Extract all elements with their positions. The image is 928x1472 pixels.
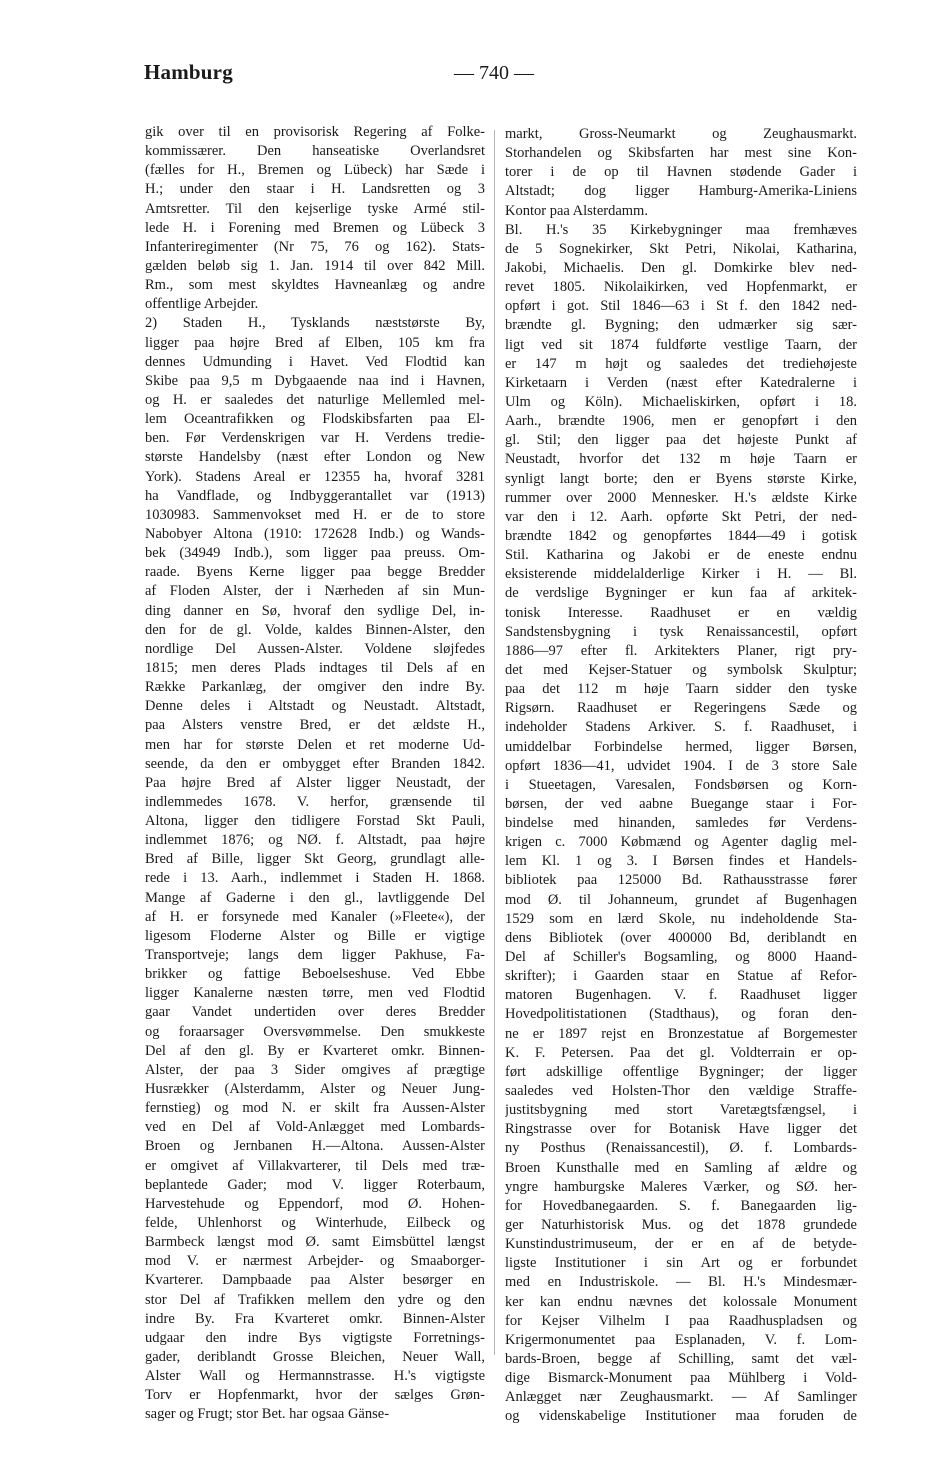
text-line: brændte gl. Bygning; den udmærker sig sær-	[505, 317, 857, 334]
text-line: Torv er Hopfenmarkt, hvor der sælges Grøn-	[145, 1387, 485, 1404]
text-line: nordlige Del Aussen-Alster. Voldene sløjfedes	[145, 640, 485, 657]
text-line: K. F. Petersen. Paa det gl. Voldterrain er op-	[505, 1044, 857, 1061]
text-line: ger Naturhistorisk Mus. og det 1878 grundede	[505, 1217, 857, 1234]
text-line: gaar Vandet undertiden over deres Bredder	[145, 1004, 485, 1021]
text-line: gader, deriblandt Grosse Bleichen, Neuer Wall,	[145, 1349, 485, 1365]
text-line: Alster Wall og Hermannstrasse. H.'s vigtigste	[145, 1368, 485, 1385]
text-line: Paa højre Bred af Alster ligger Neustadt, der	[145, 774, 485, 791]
text-line: indlemmedes 1678. V. herfor, grænsende til	[145, 793, 485, 810]
text-line: ny Posthus (Renaissancestil), Ø. f. Lombards-	[505, 1140, 857, 1157]
text-line: den for de gl. Volde, kaldes Binnen-Alster, den	[145, 621, 485, 638]
text-line: opført i got. Stil 1846—63 i St f. den 1842 ned-	[505, 298, 857, 315]
text-line: for Kejser Vilhelm I paa Raadhuspladsen og	[505, 1312, 857, 1329]
text-line: sager og Frugt; stor Bet. har ogsaa Gänse-	[145, 1406, 390, 1423]
text-line: Altona, ligger den tidligere Forstad Skt Pauli,	[145, 813, 485, 830]
text-line: rede i 13. Aarh., indlemmet i Staden H. 1868.	[145, 870, 485, 887]
text-line: indeholder Stadens Arkiver. S. f. Raadhuset, i	[505, 719, 857, 736]
text-line: H.; under den staar i H. Landsretten og 3	[145, 181, 485, 198]
text-line: Bred af Bille, ligger Skt Georg, grundlagt alle-	[145, 851, 485, 868]
text-line: Kirketaarn i Verden (næst efter Katedralerne i	[505, 374, 857, 391]
column-divider	[494, 130, 495, 1355]
text-line: for Hovedbanegaarden. S. f. Banegaarden lig-	[505, 1197, 857, 1214]
text-line: beplantede Gader; mod V. ligger Roterbaum,	[145, 1176, 485, 1193]
text-line: seende, da den er ombygget efter Branden 1842.	[145, 755, 485, 772]
text-line: i Stueetagen, Varesalen, Fondsbørsen og Korn-	[505, 776, 857, 793]
text-line: med en Industriskole. — Bl. H.'s Mindesmær-	[505, 1274, 857, 1291]
text-line: Bl. H.'s 35 Kirkebygninger maa fremhæves	[505, 221, 857, 238]
text-line: saaledes ved Holsten-Thor den vældige Straffe-	[505, 1083, 857, 1100]
text-line: krigen c. 7000 Købmænd og Agenter daglig mel-	[505, 834, 857, 851]
text-line: revet 1805. Nikolaikirken, ved Hopfenmarkt, er	[505, 279, 857, 296]
page-number: — 740 —	[454, 62, 534, 84]
text-line: brikker og fattige Beboelseshuse. Ved Ebbe	[145, 966, 485, 983]
text-line: udgaar den indre Bys vigtigste Forretnings-	[145, 1329, 485, 1346]
text-line: synligt langt borte; den er Byens største Kirke,	[505, 470, 857, 487]
text-line: 1030983. Sammenvokset med H. er de to store	[145, 506, 485, 523]
text-line: 1815; men deres Plads indtages til Dels af en	[145, 659, 485, 676]
text-line: gik over til en provisorisk Regering af Folke-	[145, 124, 485, 140]
text-line: paa Alsters venstre Bred, er det ældste H.,	[145, 717, 485, 734]
text-line: ker kan endnu nævnes det kolossale Monument	[505, 1293, 857, 1310]
text-line: skrifter); i Gaarden staar en Statue af Refor-	[505, 968, 857, 985]
text-line: Sandstensbygning i tysk Renaissancestil, opført	[505, 623, 857, 640]
text-line: torer i de op til Havnen stødende Gader i	[505, 164, 857, 181]
text-line: var den i 12. Aarh. opførte Skt Petri, der ned-	[505, 508, 857, 525]
text-line: dennes Udmunding i Havet. Ved Flodtid kan	[145, 353, 485, 370]
text-line: Barmbeck længst mod Ø. samt Eimsbüttel længst	[145, 1234, 485, 1251]
text-line: 1529 som en lærd Skole, nu indeholdende Sta-	[505, 910, 857, 927]
text-line: og videnskabelige Institutioner maa foruden de	[505, 1408, 857, 1425]
text-line: men har for største Delen et ret moderne Ud-	[145, 736, 485, 753]
text-line: paa det 112 m høje Taarn sidder den tyske	[505, 681, 857, 698]
text-line: og foraarsager Oversvømmelse. Den smukkeste	[145, 1023, 485, 1040]
text-line: rummer over 2000 Mennesker. H.'s ældste Kirke	[505, 489, 857, 506]
text-line: eksisterende middelalderlige Kirker i H. — Bl.	[505, 566, 857, 583]
text-line: Harvestehude og Eppendorf, mod Ø. Hohen-	[145, 1195, 485, 1212]
text-line: ved en Del af Vold-Anlægget med Lombards-	[145, 1119, 485, 1136]
text-line: Hovedpolitistationen (Stadthaus), og foran den-	[505, 1006, 857, 1023]
text-line: Kontor paa Alsterdamm.	[505, 202, 648, 219]
text-line: umiddelbar Forbindelse hermed, ligger Børsen,	[505, 738, 857, 755]
text-line: ført adskillige offentlige Bygninger; der ligger	[505, 1063, 857, 1080]
text-line: ne er 1897 rejst en Bronzestatue af Borgemester	[505, 1025, 857, 1042]
text-line: Stil. Katharina og Jakobi er de eneste endnu	[505, 547, 857, 564]
page-header	[0, 60, 928, 90]
left-column	[145, 123, 485, 1425]
text-line: mod V. er nærmest Arbejder- og Smaaborger-	[145, 1253, 485, 1270]
text-line: mod Ø. til Johanneum, grundet af Bugenhagen	[505, 891, 857, 908]
text-line: lem Oceantrafikken og Flodskibsfarten paa El-	[145, 411, 485, 428]
text-line: bards-Broen, begge af Schilling, samt det væl-	[505, 1351, 857, 1367]
text-line: Transportveje; langs dem ligger Pakhuse, Fa-	[145, 947, 485, 964]
text-line: justitsbygning med stort Varetægtsfængsel, i	[505, 1102, 857, 1119]
text-line: offentlige Arbejder.	[145, 296, 259, 313]
text-line: markt, Gross-Neumarkt og Zeughausmarkt.	[505, 126, 857, 142]
text-line: Nabobyer Altona (1910: 172628 Indb.) og Wands-	[145, 525, 485, 542]
text-line: Krigermonumentet paa Esplanaden, V. f. Lom-	[505, 1331, 857, 1348]
text-line: Broen og Jernbanen H.—Altona. Aussen-Alster	[145, 1138, 485, 1155]
text-line: fernstieg) og mod N. er skilt fra Aussen-Alster	[145, 1100, 485, 1117]
text-line: Neustadt, hvorfor det 132 m høje Taarn er	[505, 451, 857, 468]
text-line: Jakobi, Michaelis. Den gl. Domkirke blev ned-	[505, 259, 857, 276]
text-line: Ringstrasse over for Botanisk Have ligger det	[505, 1121, 857, 1138]
text-line: Mange af Gaderne i den gl., lavtliggende Del	[145, 889, 485, 906]
text-line: Ulm og Köln). Michaeliskirken, opført i 18.	[505, 393, 857, 410]
text-line: yngre hamburgske Maleres Værker, og SØ. her-	[505, 1178, 857, 1195]
text-line: York). Stadens Areal er 12355 ha, hvoraf 3281	[145, 468, 485, 485]
text-line: Anlægget nær Zeughausmarkt. — Af Samlinger	[505, 1389, 857, 1406]
text-line: Kvarterer. Dampbaade paa Alster besørger en	[145, 1272, 485, 1289]
text-line: felde, Uhlenhorst og Winterhude, Eilbeck og	[145, 1215, 485, 1232]
text-line: de 5 Sognekirker, Skt Petri, Nikolai, Katharina,	[505, 240, 857, 257]
text-line: det med Kejser-Statuer og symbolsk Skulptur;	[505, 661, 857, 678]
text-line: matoren Bugenhagen. V. f. Raadhuset ligger	[505, 987, 857, 1004]
text-line: ligger paa højre Bred af Elben, 105 km fra	[145, 334, 485, 351]
text-line: Rigsørn. Raadhuset er Regeringens Sæde og	[505, 700, 857, 717]
right-column	[505, 125, 857, 1427]
text-line: kommissærer. Den hanseatiske Overlandsret	[145, 143, 485, 160]
text-line: dige Bismarck-Monument paa Mühlberg i Vold-	[505, 1370, 857, 1387]
text-line: gl. Stil; den ligger paa det højeste Punkt af	[505, 432, 857, 449]
text-line: stor Del af Trafikken mellem den ydre og den	[145, 1291, 485, 1308]
text-line: er 147 m højt og saaledes det trediehøjeste	[505, 355, 857, 372]
text-line: Aarh., brændte 1906, men er genopført i den	[505, 413, 857, 430]
text-line: største Handelsby (næst efter London og New	[145, 449, 485, 466]
text-line: opført 1836—41, udvidet 1904. I de 3 store Sale	[505, 757, 857, 774]
text-line: ligger Kanalerne næsten tørre, men ved Flodtid	[145, 985, 485, 1002]
text-line: Broen Kunsthalle med en Samling af ældre og	[505, 1159, 857, 1176]
text-line: af H. er forsynede med Kanaler (»Fleete«), der	[145, 908, 485, 925]
running-title: Hamburg	[144, 60, 233, 84]
text-line: Altstadt; dog ligger Hamburg-Amerika-Liniens	[505, 183, 857, 200]
text-line: ha Vandflade, og Indbyggerantallet var (1913)	[145, 487, 485, 504]
text-line: gælden beløb sig 1. Jan. 1914 til over 842 Mill.	[145, 257, 485, 274]
text-line: Kunstindustrimuseum, der er en af de betyde-	[505, 1236, 857, 1253]
text-line: 1886—97 efter fl. Arkitekters Planer, rigt pry-	[505, 642, 857, 659]
text-line: af Floden Alster, der i Nærheden af sin Mun-	[145, 583, 485, 600]
text-line: 2) Staden H., Tysklands næststørste By,	[145, 315, 485, 332]
text-line: ben. Før Verdenskrigen var H. Verdens tredie-	[145, 430, 485, 447]
text-line: brændte 1842 og genopførtes 1844—49 i gotisk	[505, 527, 857, 544]
text-line: lem Kl. 1 og 3. I Børsen findes et Handels-	[505, 853, 857, 870]
text-line: Rm., som mest skyldtes Havneanlæg og andre	[145, 277, 485, 294]
text-line: Række Parkanlæg, der omgiver den indre By.	[145, 679, 485, 696]
text-line: Del af den gl. By er Kvarteret omkr. Binnen-	[145, 1042, 485, 1059]
text-line: ligt ved sit 1874 fuldførte vestlige Taarn, der	[505, 336, 857, 353]
text-line: ding danner en Sø, hvoraf den sydlige Del, in-	[145, 602, 485, 619]
text-line: Amtsretter. Til den kejserlige tyske Armé stil-	[145, 200, 485, 217]
text-line: Del af Schiller's Bogsamling, og 8000 Haand-	[505, 949, 857, 966]
text-line: indre By. Fra Kvarteret omkr. Binnen-Alster	[145, 1310, 485, 1327]
text-line: ligesom Floderne Alster og Bille er vigtige	[145, 927, 485, 944]
text-line: (fælles for H., Bremen og Lübeck) har Sæde i	[145, 162, 485, 179]
text-line: Infanteriregimenter (Nr 75, 76 og 162). Stats-	[145, 238, 485, 255]
text-line: er omgivet af Villakvarterer, til Dels med træ-	[145, 1157, 485, 1174]
text-line: Storhandelen og Skibsfarten har mest sine Kon-	[505, 145, 857, 162]
text-line: bek (34949 Indb.), som ligger paa preuss. Om-	[145, 545, 485, 562]
text-line: indlemmet 1876; og NØ. f. Altstadt, paa højre	[145, 832, 485, 849]
text-line: og H. er saaledes det naturlige Mellemled mel-	[145, 391, 485, 408]
text-line: børsen, der ved aabne Buegange staar i For-	[505, 795, 857, 812]
text-line: Husrækker (Alsterdamm, Alster og Neuer Jung-	[145, 1081, 485, 1098]
text-line: dens Bibliotek (over 400000 Bd, deriblandt en	[505, 929, 857, 946]
text-line: Alster, der paa 3 Sider omgives af prægtige	[145, 1061, 485, 1078]
text-line: raade. Byens Kerne ligger paa begge Bredder	[145, 564, 485, 581]
text-line: bindelse med hinanden, samledes før Verdens-	[505, 815, 857, 832]
text-line: bibliotek paa 125000 Bd. Rathausstrasse fører	[505, 872, 857, 889]
text-line: ligste Institutioner i sin Art og er forbundet	[505, 1255, 857, 1272]
text-line: de verdslige Bygninger er kun faa af arkitek-	[505, 585, 857, 602]
text-line: tonisk Interesse. Raadhuset er en vældig	[505, 604, 857, 621]
text-line: lede H. i Forening med Bremen og Lübeck 3	[145, 219, 485, 236]
text-line: Denne deles i Altstadt og Neustadt. Altstadt,	[145, 698, 485, 715]
text-line: Skibe paa 9,5 m Dybgaaende naa ind i Havnen,	[145, 372, 485, 389]
